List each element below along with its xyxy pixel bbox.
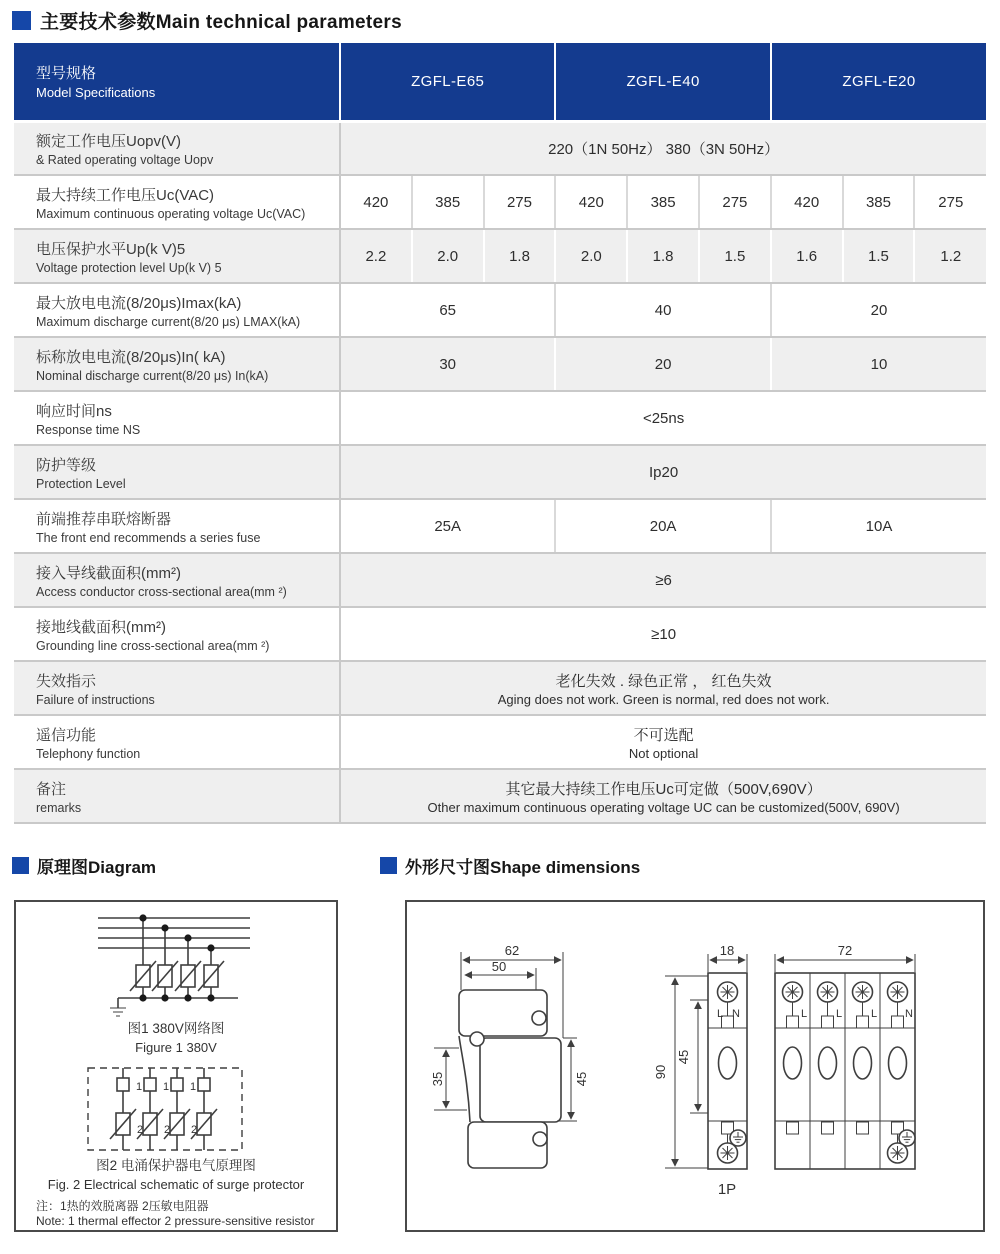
param-label-en: The front end recommends a series fuse [36,530,261,545]
param-value: 1.5 [699,229,771,283]
page-title-bar [12,6,1000,34]
table-header-row [14,43,986,121]
param-value: 220（1N 50Hz） 380（3N 50Hz） [340,121,986,175]
param-value: 1.6 [771,229,843,283]
param-row-grounding-line-area [14,607,986,661]
figure2-caption-en: Fig. 2 Electrical schematic of surge protector [47,1177,305,1192]
param-label-cn: 响应时间ns [36,402,112,420]
param-row-max-continuous-voltage [14,175,986,229]
param-row-protection-level [14,445,986,499]
param-label-en: Grounding line cross-sectional area(mm ²) [36,638,270,653]
param-row-rated-voltage [14,121,986,175]
model-spec-header [14,43,340,121]
model-column-e40: ZGFL-E40 [555,43,770,121]
section-title-diagram [12,852,156,878]
param-value-en: Aging does not work. Green is normal, red does not work. [497,691,830,707]
param-label-cn: 额定工作电压Uopv(V) [36,132,182,150]
param-value: 385 [412,175,484,229]
param-value: 20 [771,283,986,337]
component1-label: 1 [190,1081,197,1093]
param-value [340,661,986,715]
side-view-drawing [434,952,577,1168]
param-label-cn: 接入导线截面积(mm²) [36,564,181,582]
param-label [14,175,340,229]
param-row-max-discharge-current [14,283,986,337]
param-label [14,661,340,715]
param-label [14,229,340,283]
param-label-en: Maximum continuous operating voltage Uc(VAC) [36,206,306,221]
param-label [14,283,340,337]
section-title-shape [380,852,640,878]
shape-dimensions-svg [407,902,983,1230]
param-value: 1.8 [627,229,699,283]
four-module-front-view [775,954,915,1169]
param-label [14,499,340,553]
param-label [14,391,340,445]
dimension-label: 90 [653,1064,668,1080]
param-value: Ip20 [340,445,986,499]
terminal-label: L [835,1008,843,1020]
param-label-cn: 防护等级 [36,456,97,474]
model-column-e20: ZGFL-E20 [771,43,986,121]
param-value: 25A [340,499,555,553]
param-value: 275 [914,175,986,229]
param-label-cn: 备注 [36,780,67,798]
param-label [14,337,340,391]
param-value: 30 [340,337,555,391]
dimension-label: 62 [504,943,520,958]
param-value-en: Other maximum continuous operating voltage UC can be customized(500V, 690V) [427,799,900,815]
principle-diagram-svg [16,902,336,1230]
param-value: 385 [843,175,915,229]
param-label [14,769,340,823]
param-label-cn: 失效指示 [36,672,97,690]
param-label-en: Nominal discharge current(8/20 μs) In(kA) [36,368,269,383]
param-label-cn: 电压保护水平Up(k V)5 [36,240,186,258]
height-dimensions [665,976,709,1168]
figure1-circuit [98,914,250,1016]
param-value: 2.0 [412,229,484,283]
terminal-label: L [716,1008,724,1020]
dimension-label: 45 [574,1071,589,1087]
param-label-en: Maximum discharge current(8/20 μs) LMAX(kA) [36,314,301,329]
blue-square-icon [12,11,31,30]
param-label-en: Telephony function [36,746,141,761]
dimension-label: 50 [491,959,507,974]
diagram-note-cn: 注：1热的效脱离器 2压敏电阻器 [36,1199,209,1213]
param-label-cn: 前端推荐串联熔断器 [36,510,172,528]
blue-square-icon [12,857,29,874]
param-value [340,769,986,823]
terminal-label: L [870,1008,878,1020]
param-label [14,607,340,661]
dimension-label: 18 [719,943,735,958]
param-value: ≥6 [340,553,986,607]
param-row-nominal-discharge-current [14,337,986,391]
param-value-en: Not optional [628,745,699,761]
param-value-cn: 不可选配 [633,726,694,744]
dimension-label: 35 [430,1071,445,1087]
param-value: 1.2 [914,229,986,283]
param-label-en: Failure of instructions [36,692,155,707]
component2-label: 2 [191,1124,198,1136]
param-label-cn: 接地线截面积(mm²) [36,618,166,636]
param-value: 40 [555,283,770,337]
param-row-remarks [14,769,986,823]
param-label [14,445,340,499]
diagram-section-title: 原理图Diagram [37,857,157,877]
param-label [14,553,340,607]
param-label [14,121,340,175]
param-label-cn: 最大放电电流(8/20μs)Imax(kA) [36,294,242,312]
model-column-e65: ZGFL-E65 [340,43,555,121]
figure2-circuit [88,1068,242,1150]
param-label-en: Response time NS [36,422,141,437]
terminal-label: N [905,1008,913,1020]
component2-label: 2 [164,1124,171,1136]
dimension-label: 72 [837,943,853,958]
component2-label: 2 [137,1124,144,1136]
shape-section-title: 外形尺寸图Shape dimensions [405,857,641,877]
param-label-en: Protection Level [36,476,126,491]
param-value-cn: 老化失效 . 绿色正常 ， 红色失效 [555,672,772,690]
diagram-box [14,900,338,1232]
terminal-label: N [732,1008,740,1020]
param-value-cn: 其它最大持续工作电压Uc可定做（500V,690V） [505,780,822,798]
shape-box [405,900,985,1232]
param-row-access-conductor-area [14,553,986,607]
param-value: 275 [484,175,556,229]
param-value: 20A [555,499,770,553]
param-value: 10A [771,499,986,553]
figure1-caption-cn: 图1 380V网络图 [127,1021,225,1036]
page-title: 主要技术参数Main technical parameters [40,11,402,33]
param-label-en: Access conductor cross-sectional area(mm ²) [36,584,287,599]
param-row-response-time [14,391,986,445]
param-label-en: remarks [36,800,82,815]
param-value: 65 [340,283,555,337]
param-label-en: & Rated operating voltage Uopv [36,152,214,167]
param-value: <25ns [340,391,986,445]
param-value: 2.0 [555,229,627,283]
param-value: 1.8 [484,229,556,283]
param-label-cn: 标称放电电流(8/20μs)In( kA) [36,348,226,366]
param-label-cn: 最大持续工作电压Uc(VAC) [36,186,215,204]
model-spec-en: Model Specifications [36,85,156,101]
param-value: 275 [699,175,771,229]
param-label-cn: 遥信功能 [36,726,97,744]
figure2-caption-cn: 图2 电涌保护器电气原理图 [96,1158,256,1173]
parameters-table [14,43,986,824]
param-value: 420 [771,175,843,229]
param-value: 1.5 [843,229,915,283]
param-value: 20 [555,337,770,391]
param-value: 420 [555,175,627,229]
dimension-label: 45 [676,1049,691,1065]
param-value: 2.2 [340,229,412,283]
figure1-caption-en: Figure 1 380V [135,1040,217,1055]
param-value: 10 [771,337,986,391]
param-label-en: Voltage protection level Up(k V) 5 [36,260,222,275]
diagram-note-en: Note: 1 thermal effector 2 pressure-sensitive resistor [36,1214,315,1228]
component1-label: 1 [163,1081,170,1093]
terminal-label: L [800,1008,808,1020]
param-value [340,715,986,769]
param-label [14,715,340,769]
param-row-telephony-function [14,715,986,769]
param-value: 420 [340,175,412,229]
model-spec-cn: 型号规格 [36,65,97,83]
param-value: 385 [627,175,699,229]
blue-square-icon [380,857,397,874]
param-row-voltage-protection-level [14,229,986,283]
param-value: ≥10 [340,607,986,661]
single-module-front-view [708,954,747,1169]
param-row-series-fuse [14,499,986,553]
param-row-failure-indication [14,661,986,715]
component1-label: 1 [136,1081,143,1093]
bottom-section [0,852,1000,1252]
module-caption-1p: 1P [717,1181,737,1198]
